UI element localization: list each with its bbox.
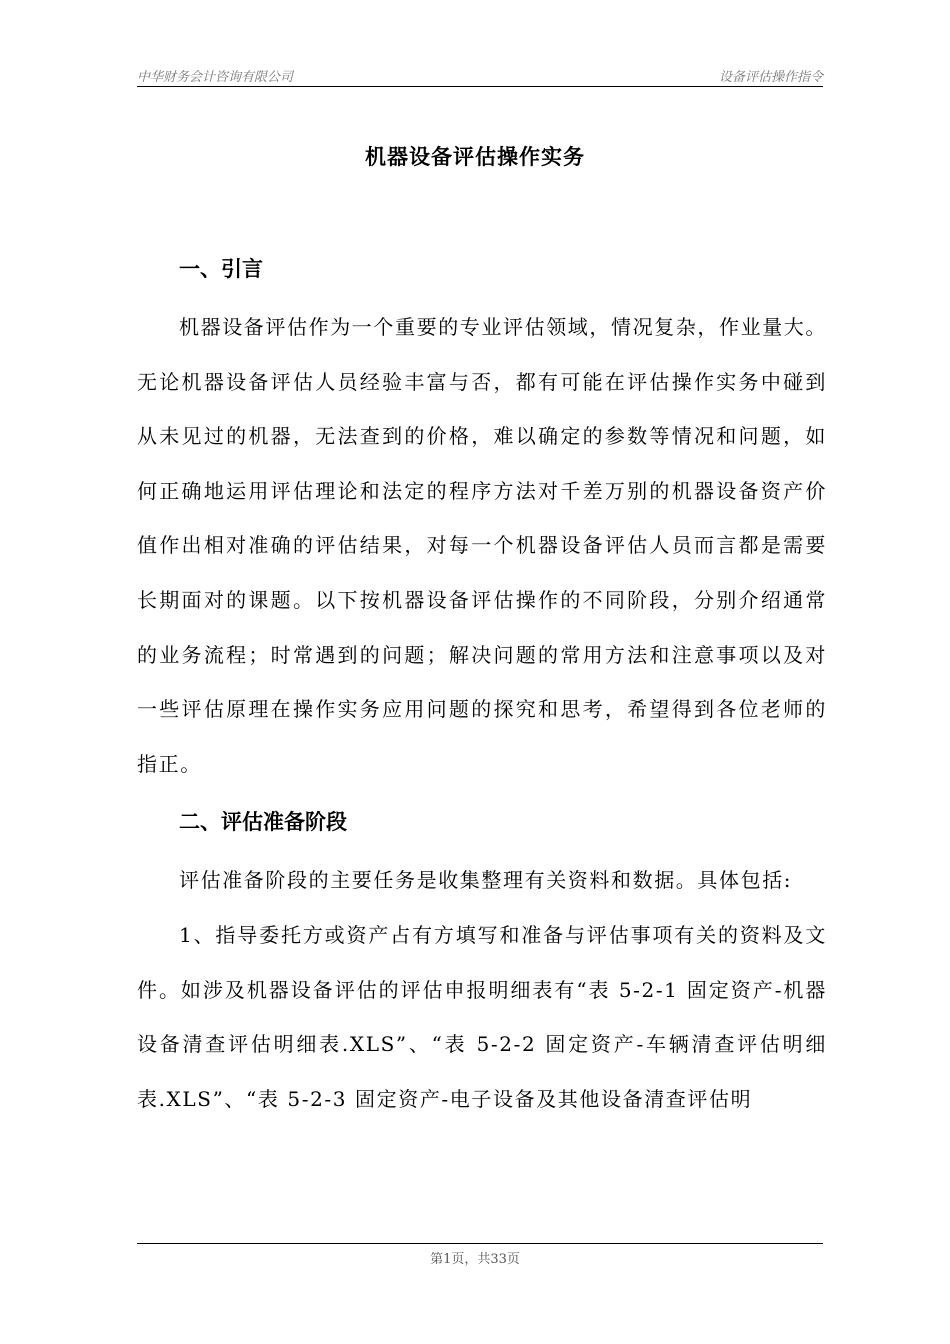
footer-divider (137, 1243, 823, 1244)
section-heading-preparation: 二、评估准备阶段 (179, 810, 347, 835)
header-doc-name: 设备评估操作指令 (718, 70, 823, 85)
page-header (137, 66, 823, 87)
paragraph-preparation-summary: 评估准备阶段的主要任务是收集整理有关资料和数据。具体包括: (179, 868, 793, 893)
document-body (137, 248, 827, 1126)
document-title: 机器设备评估操作实务 (365, 145, 585, 169)
paragraph-intro: 机器设备评估作为一个重要的专业评估领域，情况复杂，作业量大。无论机器设备评估人员经验丰富与否，都有可能在评估操作实务中碰到从未见过的机器，无法查到的价格，难以确定的参数等情况和问题，如何正确地运用评估理论和法定的程序方法对千差万别的机器设备资产价值作出相对准确的评估结果，对每一个机器设备评估人员而言都是需要长期面对的课题。以下按机器设备评估操作的不同阶段，分别介绍通常的业务流程；时常遇到的问题；解决问题的常用方法和注意事项以及对一些评估原理在操作实务应用问题的探究和思考，希望得到各位老师的指正。 (137, 315, 827, 776)
section-heading-intro: 一、引言 (179, 257, 263, 281)
header-company: 中华财务会计咨询有限公司 (137, 70, 294, 85)
paragraph-preparation-item-1: 1、指导委托方或资产占有方填写和准备与评估事项有关的资料及文件。如涉及机器设备评估的评估申报明细表有“表 5-2-1 固定资产-机器设备清查评估明细表.XLS”、“表 5-2-2 固定资产-车辆清查评估明细表.XLS”、“表 5-2-3 固定资产-电子设备及其他设备清查评估明 (137, 922, 827, 1111)
page-number: 第1页，共33页 (430, 1252, 520, 1267)
